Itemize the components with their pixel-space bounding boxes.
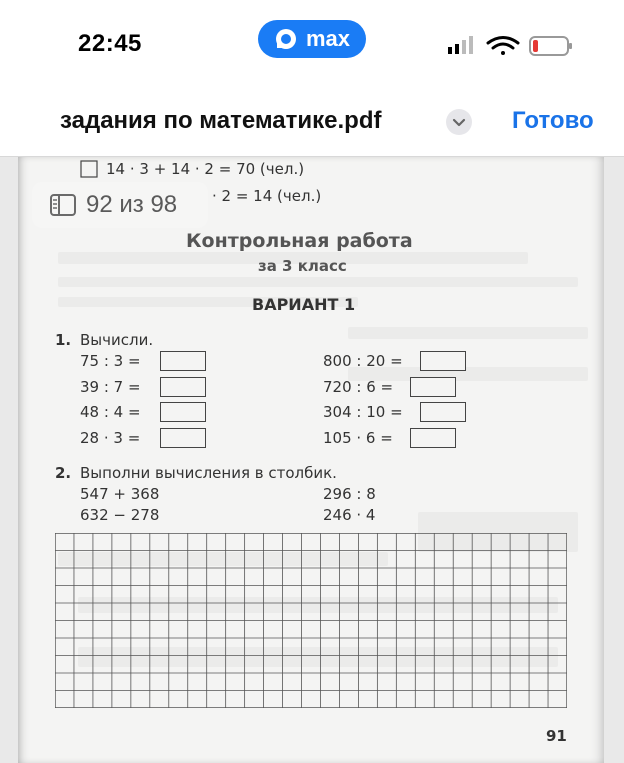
document-navbar [0, 88, 624, 157]
checkbox-icon [80, 160, 98, 178]
doc-subtitle: за 3 класс [258, 257, 347, 275]
task2-right-item: 246 · 4 [323, 506, 376, 524]
answer-box [410, 377, 456, 397]
task1-number: 1. [55, 331, 72, 349]
task1-left-item: 48 : 4 = [80, 403, 141, 421]
task1-right-item: 800 : 20 = [323, 352, 403, 370]
status-time: 22:45 [78, 30, 142, 57]
task1-left-item: 28 · 3 = [80, 429, 141, 447]
top-line-1: 14 · 3 + 14 · 2 = 70 (чел.) [106, 160, 305, 178]
answer-box [410, 428, 456, 448]
page-indicator-text: 92 из 98 [86, 191, 178, 218]
task2-left-item: 547 + 368 [80, 485, 160, 503]
answer-box [160, 428, 206, 448]
max-app-badge[interactable] [258, 20, 366, 58]
wifi-icon [488, 38, 518, 56]
answer-box [420, 351, 466, 371]
max-badge-label: max [305, 26, 351, 51]
doc-title: Контрольная работа [186, 230, 413, 252]
done-button[interactable]: Готово [512, 107, 594, 134]
page-indicator [32, 182, 208, 228]
chevron-down-icon [446, 109, 472, 135]
task1-right-item: 105 · 6 = [323, 429, 393, 447]
task2-instruction: Выполни вычисления в столбик. [80, 464, 337, 482]
title-menu-button[interactable] [446, 109, 472, 135]
max-logo-icon [274, 27, 298, 51]
task1-instruction: Вычисли. [80, 331, 154, 349]
task2-number: 2. [55, 464, 72, 482]
cellular-signal-icon [448, 36, 473, 54]
battery-icon [530, 37, 572, 55]
page-number: 91 [546, 727, 567, 745]
answer-box [160, 351, 206, 371]
status-icons [446, 34, 576, 58]
status-bar [0, 0, 624, 88]
sidebar-icon [50, 194, 76, 216]
task1-right-item: 304 : 10 = [323, 403, 403, 421]
task1-left-item: 75 : 3 = [80, 352, 141, 370]
work-grid [55, 533, 567, 708]
task1-left-item: 39 : 7 = [80, 378, 141, 396]
answer-box [160, 402, 206, 422]
document-title[interactable]: задания по математике.pdf [60, 107, 382, 134]
variant-heading: ВАРИАНТ 1 [252, 295, 356, 314]
task2-left-item: 632 − 278 [80, 506, 160, 524]
answer-box [160, 377, 206, 397]
task2-right-item: 296 : 8 [323, 485, 376, 503]
top-line-2: · 2 = 14 (чел.) [212, 187, 322, 205]
task1-right-item: 720 : 6 = [323, 378, 394, 396]
answer-box [420, 402, 466, 422]
